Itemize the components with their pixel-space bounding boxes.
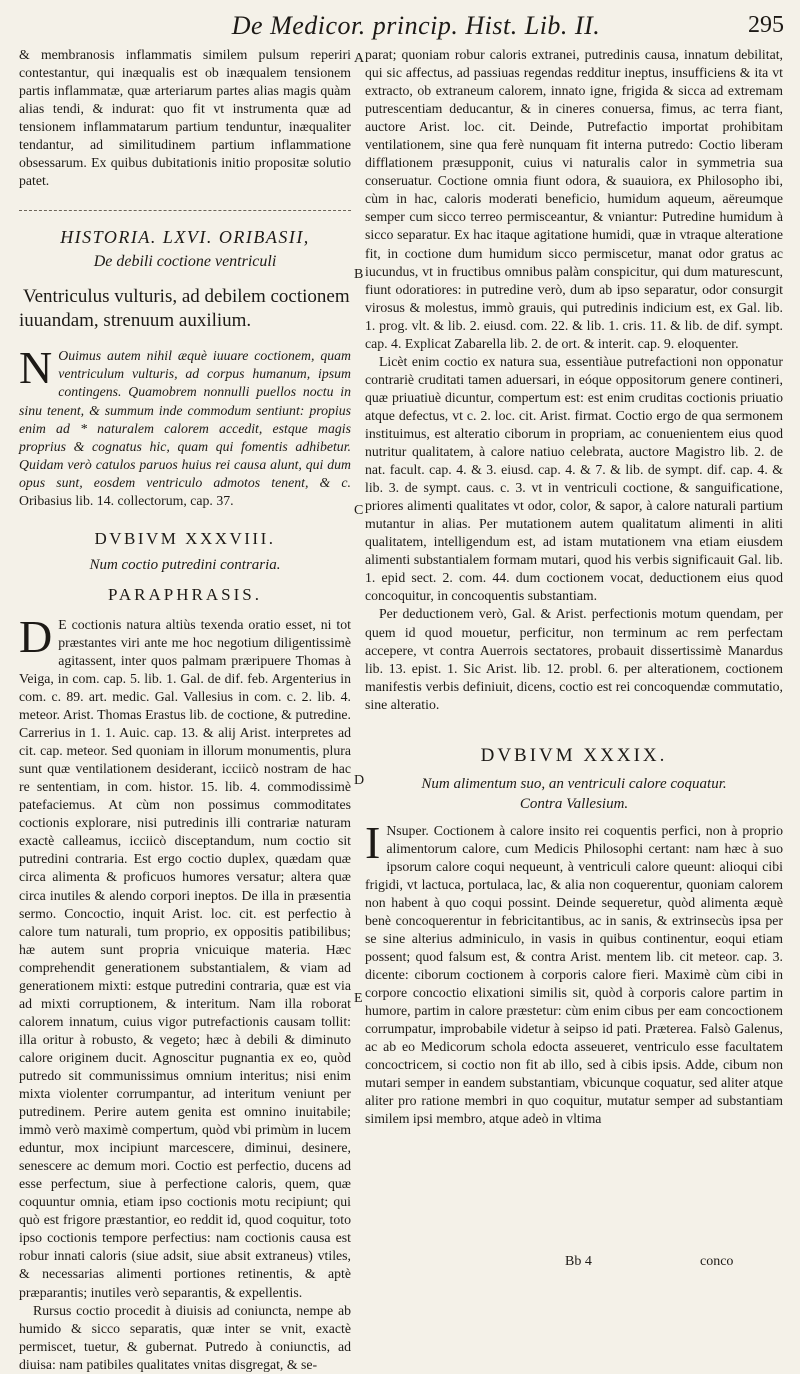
historia-summary: Ventriculus vulturis, ad debilem coctionem iuuandam, strenuum auxilium. bbox=[19, 286, 350, 332]
section-divider bbox=[19, 210, 351, 211]
running-title: De Medicor. princip. Hist. Lib. II. bbox=[231, 11, 601, 40]
right-paragraph-2: Licèt enim coctio ex natura sua, essentiàue putrefactioni non opponatur contrariè cruditati tamen aduersari, in eóque oppositorum genere contineri, quæ priuatiuè dicuntur, compertum est: est enim cruditas coctionis priuatio atque defectus, vt c. 2. loc. cit. Arist. firmat. Coctio ergo de qua sermonem instituimus, est alteratio ciborum in propriam, ac conuenientem eius quod nutritur qualitatem, à calore natiuo celebrata, auctore Magistro lib. 2. de nat. facult. cap. 4. & 3. eiusd. cap. 4. & 7. & lib. de sympt. dif. cap. 4. & lib. 3. de sympt. caus. c. 3. vt in ventriculi coctione, & sanguificatione, priores alimenti qualitates vt odor, color, & sapor, à calore naturali partium mutantur in alias. Per mutationem autem qualitatum alimenti in aliti qualitatem, intelligendum est, ad istam mutationem vna etiam eiusdem alimenti substantialem formam mutari, quod his verbis significauit Gal. lib. 1. epid sect. 2. com. 44. dum coctionem vocat, deductionem eius quod concoquitur, in concoquentis substantiam. bbox=[365, 353, 783, 604]
right-paragraph-3: Per deductionem verò, Gal. & Arist. perfectionis motum quendam, per quem id quod mouetur, perficitur, non terminum ac rem perfectam accepere, vt contra Auerrois sectatores, probauit dissertissimè Manardus lib. 13. epist. 1. Sic Arist. lib. 12. probl. 6. per alterationem, coctionem manifestis verbis definiuit, dicens, coctio est rei concoquendæ commutatio, sine alteratio. bbox=[365, 606, 783, 712]
body-paragraph-1: E coctionis natura altiùs texenda oratio esset, ni tot præstantes viri ante me hoc negotium diligentissimè agitassent, inter quos palmam præripuere Thomas à Veiga, in com. cap. 5. lib. 1. Gal. de dif. feb. Argenterius in com. c. 89. art. medic. Gal. Vallesius in com. c. 2. lib. 4. meteor. Arist. Thomas Erastus lib. de coctione, & putredine. Carrerius in 1. 1. Auic. cap. 13. & alij Arist. interpretes ad cit. cap. meteor. Sed quoniam in illorum monumentis, plura sunt quæ ventilationem desiderant, icciicò nostram de hac re sententiam, in com. histor. 15. lib. 4. commodissimè patefaciemus. At cùm non possimus commoditates coctionis explorare, nisi putredinis illi contrariæ naturam exactè calleamus, icciicò disceptandum, num coctio sit putredini contraria. Est ergo coctio duplex, quædam quæ circa alimenta & proficuos humores versatur; altera quæ circa inutiles & alendo corpori ineptos. De illa in præsentia sermo. Concoctio, inquit Arist. loc. cit. est perfectio à calore tum naturali, tum proprio, ex oppositis patibilibus; hæ autem sunt propria vnicuique materia. Hæc comprehendit generationem substantialem, & viam ad generationem mixti: estque putredini contraria, quæ est via ad mixti corruptionem, & interitum. Nam illa roborat calorem innatum, cuius vigor putrefactionis causam tollit: illa oritur à robusto, & vegeto; hæc à debili & diminuto calore originem ducit. Agnoscitur pugnantia ex eo, quòd putredo sit communissimus omnium interitus; nisi enim mixta violenter corrumpantur, ad interitum veniunt per putredinem. Perire autem genita est omnino inuitabile; immò verò maximè compertum, quòd vbi primùm in lucem eduntur, mox incipiunt marcescere, diminui, desinere, senescere ac demum mori. Coctio est perfectio, ducens ad esse perfectum, siue à perfectione caloris, quem, quæ coquuntur omnia, etiam ipso coctionis motu recipiunt; qui quò est frigore præstantior, eo reddit id, quod coquitur, toto ipso coctionis tempore perfectius: nam coctionis causa est robur innati caloris (siue adsit, siue absit extraneus) vtiles, & necessarias alimenti portiones retinentis, & aptè præparantis; inutiles verò separantis, & expellentis. bbox=[19, 616, 351, 1300]
page-number: 295 bbox=[748, 12, 784, 38]
right-column bbox=[365, 46, 783, 1268]
margin-letter-d: D bbox=[354, 773, 365, 788]
quote-text: Ouimus autem nihil æquè iuuare coctionem, quam ventriculum vulturis, ad corpus humanum, ipsum contingens. Quamobrem nonnulli puellos noctu in sinu tenent, & summum inde commodum sentiunt: propius enim ad * naturalem calorem accedit, estque magis proprius & cognatus hic, quam qui fomentis adhibetur. Quidam verò catulos paruos huius rei causa alunt, qui dum opus sunt, eosdem ventriculo admotos tenent, & c. bbox=[19, 348, 351, 490]
body-paragraph-2: Rursus coctio procedit à diuisis ad coniuncta, nempe ab humido & sicco separatis, quæ inter se vnit, exactè permiscet, tuetur, & gubernat. Putredo à coniunctis, ad diuisa: nam patibiles qualitates vnitas disgregat, & se- bbox=[19, 1302, 351, 1372]
quote-source: Oribasius lib. 14. collectorum, cap. 37. bbox=[19, 492, 234, 508]
paraphrasis-body bbox=[19, 610, 351, 1302]
left-top-text: & membranosis inflammatis similem pulsum reperiri contestantur, qui inæqualis est ob inæqualem tensionem partis inflammatæ, quæ arteriarum partes alias magis quàm alias tendi, & indurat: quo fit vt instrumenta quæ ad tensionem inflammatarum partium tenduntur, inæqualiter tendantur, ad similitudinem partium inflammatione obsessarum. Ex quibus dubitationis initio propositæ solutio patet. bbox=[19, 47, 351, 189]
running-header bbox=[40, 8, 792, 44]
quote-dropcap: N bbox=[19, 342, 53, 394]
oribasius-quote bbox=[19, 342, 351, 509]
signature-mark: Bb 4 bbox=[565, 1254, 592, 1269]
margin-letter-b: B bbox=[354, 267, 364, 282]
dubium-39-contra: Contra Vallesium. bbox=[519, 795, 629, 812]
dubium-38-heading: DVBIVM XXXVIII. bbox=[94, 528, 276, 548]
right-paragraph-1: parat; quoniam robur caloris extranei, putredinis causa, innatum debilitat, qui sic affectus, ad passiuas regendas redditur ineptus, insufficiens & ita vt extracto, ob extraneum calorem, innato igne, frigida & sicca ad extremam putrescentiam deducantur, & in cineres conuersa, fimus, ac terra fiant, auctore Arist. loc. cit. Deinde, Putrefactio importat prohibitam ventilationem, sine qua ferè nunquam fit interna putredo: Coctio liberam difflationem præsupponit, cuius vi naturalis calor in symmetria sua conseruatur. Coctione omnia fiunt odora, & suauiora, ex Philosopho ibi, cùm in hac, caloris moderati beneficio, humidum aqueum, aëreumque semper cum sicco terreo permisceantur, & vniantur: Putredine humidum à sicco separatur. Ex hac itaque agitatione humidi, quæ in vtraque alteratione fit, in coctione dum humidum sicco permiscetur, manat odor gratus ac iucundus, vt in fructibus omnibus palàm conspicitur, qui dum maturescunt, fiunt odoratiores: in putredine verò, dum ab ipso separatur, odor consurgit virosus & molestus, immò grauis, qui putredinis indicium est, ex Gal. lib. 1. prog. vlt. & lib. 2. eiusd. com. 22. & lib. 1. cris. 11. & lib. de dif. sympt. cap. 4. Explicat Zabarella lib. 2. de ort. & interit. cap. 9. eloquenter. bbox=[365, 47, 783, 351]
margin-letter-c: C bbox=[354, 503, 364, 518]
dubium-39-body bbox=[365, 816, 783, 1129]
body-dropcap: D bbox=[19, 610, 53, 662]
left-column bbox=[19, 46, 351, 1372]
margin-letter-a: A bbox=[354, 51, 365, 66]
margin-letter-e: E bbox=[354, 991, 363, 1006]
dubium-39-subtitle: Num alimentum suo, an ventriculi calore coquatur. bbox=[421, 775, 727, 792]
historia-heading: HISTORIA. LXVI. ORIBASII, bbox=[60, 227, 310, 248]
paraphrasis-heading: PARAPHRASIS. bbox=[108, 584, 262, 604]
dubium-38-subtitle: Num coctio putredini contraria. bbox=[89, 556, 281, 573]
catchword: conco bbox=[700, 1254, 734, 1269]
dubium-39-dropcap: I bbox=[365, 816, 381, 868]
dubium-39-heading: DVBIVM XXXIX. bbox=[480, 744, 668, 766]
historia-subtitle: De debili coctione ventriculi bbox=[93, 253, 277, 271]
right-paragraph-4: Nsuper. Coctionem à calore insito rei coquentis perfici, non à proprio alimentorum calore, cum Medicis Philosophi certant: nam hæc à suo ipsorum calore coqui nequeunt, à ventriculi calore queunt: alioqui cibi frigidi, vt lactuca, portulaca, lac, & alia non coquerentur, quoniam calorem non habent à quo coqui possint. Deinde sequeretur, quòd alimenta æquè benè concoquerentur in febricitantibus, ac in sanis, & extrinsecùs ipsa per se sine alterius adminiculo, in vasis in quibus continentur, eoqui etiam possent; quod falsum est, & contra Arist. mentem lib. cit meteor. cap. 3. dicente: ciborum coctionem à corporis calore fieri. Maximè cùm cibi in corpore concoctio elixationi similis sit, quòd à corporis calore partim in humore, partim in calore præstetur: cùm enim cibus per eam concoctionem corrumpatur, improbabile videtur à seipso id pati. Præterea. Falsò Galenus, ac ab eo Medicorum schola edocta asseueret, ventriculo esse facultatem concoctricem, si coctio non fit ab illo, sed à cibis ipsis. Adde, cibum non mutari semper in eandem substantiam, vbicunque coquatur, sed aliter atque aliter pro ratione membri in quo coquitur, mutatur semper ad substantiam similem ipsi membro, atque adeò in vltima bbox=[365, 822, 783, 1127]
